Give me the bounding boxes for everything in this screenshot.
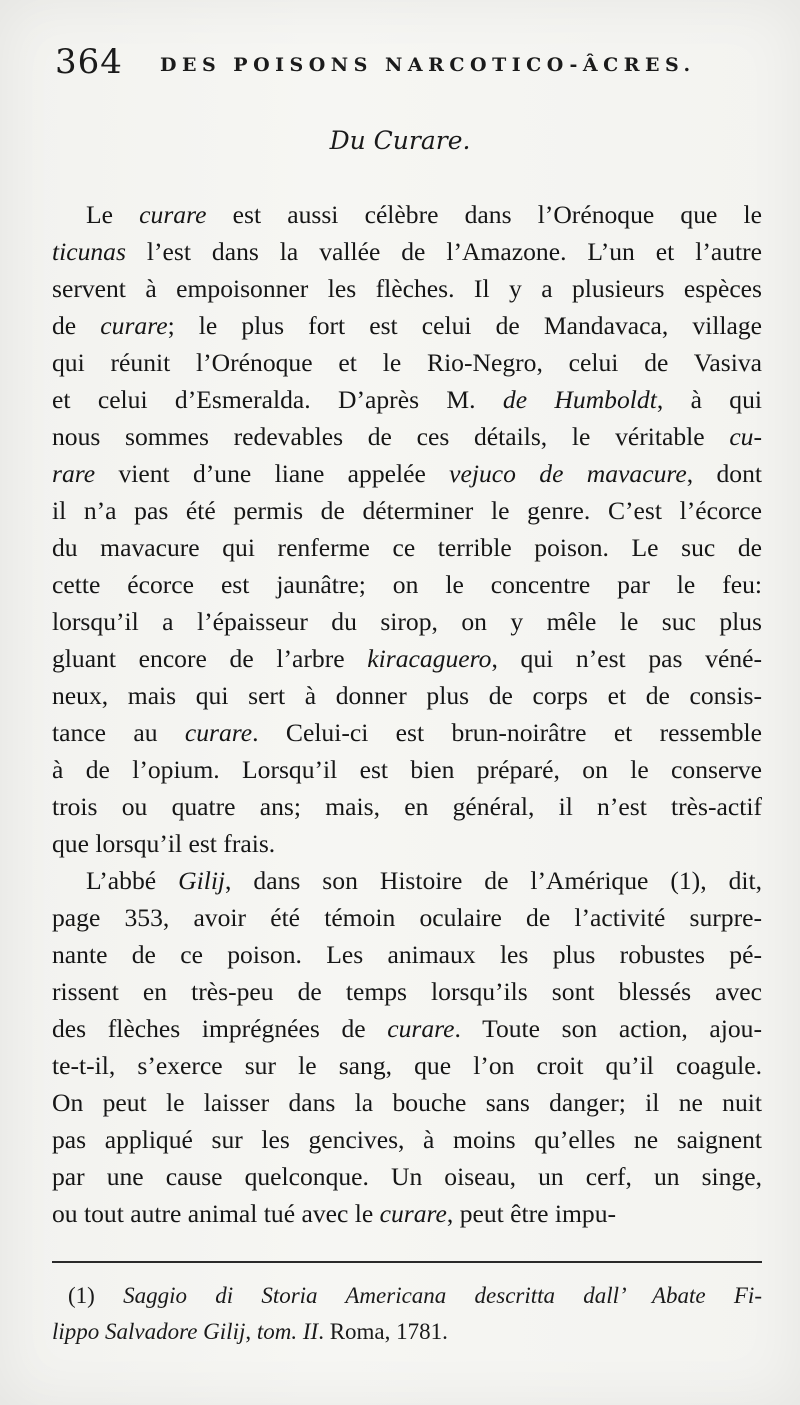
text-run: , (245, 1319, 257, 1344)
text-line (52, 529, 762, 566)
text-run: qui réunit l’Orénoque et le Rio-Negro, celui de Vasiva (52, 348, 762, 377)
running-head (55, 42, 755, 84)
text-line (52, 714, 762, 751)
text-run: l’est dans la vallée de l’Amazone. L’un et l’autre (125, 237, 762, 266)
section-title: Du Curare. (329, 126, 471, 155)
text-run: , peut être impu- (446, 1199, 617, 1228)
text-line (52, 381, 762, 418)
italic-text: Saggio di Storia Americana descritta dall’ Abate Fi- (123, 1283, 762, 1308)
text-run: te-t-il, s’exerce sur le sang, que l’on croit qu’il coagule. (52, 1051, 762, 1080)
text-line (52, 270, 762, 307)
italic-text: curare (184, 718, 253, 747)
text-run: et celui d’Esmeralda. D’après M. (52, 385, 503, 414)
text-run: nous sommes redevables de ces détails, le véritable (52, 422, 730, 451)
text-line (52, 862, 762, 899)
text-run: du mavacure qui renferme ce terrible poison. Le suc de (52, 533, 762, 562)
text-run: tance au (52, 718, 185, 747)
text-run: pas appliqué sur les gencives, à moins qu’elles ne saignent (52, 1125, 762, 1154)
text-run: par une cause quelconque. Un oiseau, un cerf, un singe, (52, 1162, 762, 1191)
text-run: . Celui-ci est brun-noirâtre et ressemble (252, 718, 762, 747)
text-run: . Roma, 1781. (318, 1319, 448, 1344)
italic-text: tom. (256, 1319, 298, 1344)
text-line (52, 899, 762, 936)
text-line (52, 603, 762, 640)
footnote-line (52, 1278, 762, 1314)
text-line (52, 566, 762, 603)
text-run: ou tout autre animal tué avec le (52, 1199, 380, 1228)
text-run: des flèches imprégnées de (52, 1014, 388, 1043)
text-run: vient d’une liane appelée (95, 459, 450, 488)
text-run: servent à empoisonner les flèches. Il y a plusieurs espèces (52, 274, 762, 303)
text-line (52, 492, 762, 529)
footnote-rule (52, 1261, 762, 1263)
italic-text: ticunas (52, 237, 126, 266)
text-line (52, 640, 762, 677)
italic-text: lippo Salvadore Gilij (52, 1319, 246, 1344)
text-run: il n’a pas été permis de déterminer le genre. C’est l’écorce (52, 496, 762, 525)
italic-text: de Humboldt (502, 385, 657, 414)
text-run: cette écorce est jaunâtre; on le concentre par le feu: (52, 570, 762, 599)
italic-text: rare (52, 459, 96, 488)
text-line (52, 1084, 762, 1121)
text-run: ; le plus fort est celui de Mandavaca, village (167, 311, 762, 340)
text-line (52, 196, 762, 233)
text-line (52, 1010, 762, 1047)
italic-text: curare (379, 1199, 447, 1228)
text-run: , dont (686, 459, 762, 488)
text-run: lorsqu’il a l’épaisseur du sirop, on y mêle le suc plus (52, 607, 762, 636)
text-line (52, 677, 762, 714)
italic-text: II (302, 1319, 319, 1344)
text-run: que lorsqu’il est frais. (52, 829, 276, 858)
text-line (52, 344, 762, 381)
text-run: , à qui (656, 385, 762, 414)
text-line (52, 307, 762, 344)
text-run: , qui n’est pas véné- (491, 644, 762, 673)
page-number: 364 (55, 42, 123, 82)
text-run: à de l’opium. Lorsqu’il est bien préparé, on le conserve (52, 755, 762, 784)
text-line (52, 788, 762, 825)
text-run: , dans son Histoire de l’Amérique (1), dit, (225, 866, 762, 895)
text-run: Le (86, 200, 140, 229)
italic-text: kiracaguero (367, 644, 492, 673)
text-line (52, 455, 762, 492)
italic-text: curare (100, 311, 168, 340)
footnote (52, 1278, 762, 1350)
text-run: gluant encore de l’arbre (52, 644, 368, 673)
text-run: rissent en très-peu de temps lorsqu’ils sont blessés avec (52, 977, 762, 1006)
text-run: On peut le laisser dans la bouche sans danger; il ne nuit (52, 1088, 762, 1117)
text-line (52, 973, 762, 1010)
text-line (52, 418, 762, 455)
text-line (52, 1121, 762, 1158)
text-run: de (52, 311, 101, 340)
text-run: . Toute son action, ajou- (454, 1014, 762, 1043)
text-line (52, 936, 762, 973)
text-run: (1) (68, 1283, 124, 1308)
italic-text: cu- (729, 422, 762, 451)
text-line (52, 1047, 762, 1084)
text-run: L’abbé (86, 866, 179, 895)
text-line (52, 233, 762, 270)
text-line (52, 751, 762, 788)
italic-text: curare (387, 1014, 455, 1043)
italic-text: curare (139, 200, 207, 229)
italic-text: vejuco de mavacure (449, 459, 687, 488)
text-run: nante de ce poison. Les animaux les plus robustes pé- (52, 940, 762, 969)
footnote-line (52, 1314, 762, 1350)
italic-text: Gilij (178, 866, 226, 895)
text-run: page 353, avoir été témoin oculaire de l’activité surpre- (52, 903, 762, 932)
running-title: DES POISONS NARCOTICO-ÂCRES. (160, 54, 696, 76)
text-run: est aussi célèbre dans l’Orénoque que le (206, 200, 762, 229)
text-run: neux, mais qui sert à donner plus de corps et de consis- (52, 681, 762, 710)
text-line (52, 1158, 762, 1195)
text-run: trois ou quatre ans; mais, en général, il n’est très-actif (52, 792, 762, 821)
body-text (52, 196, 762, 1232)
text-line (52, 825, 762, 862)
text-line (52, 1195, 762, 1232)
